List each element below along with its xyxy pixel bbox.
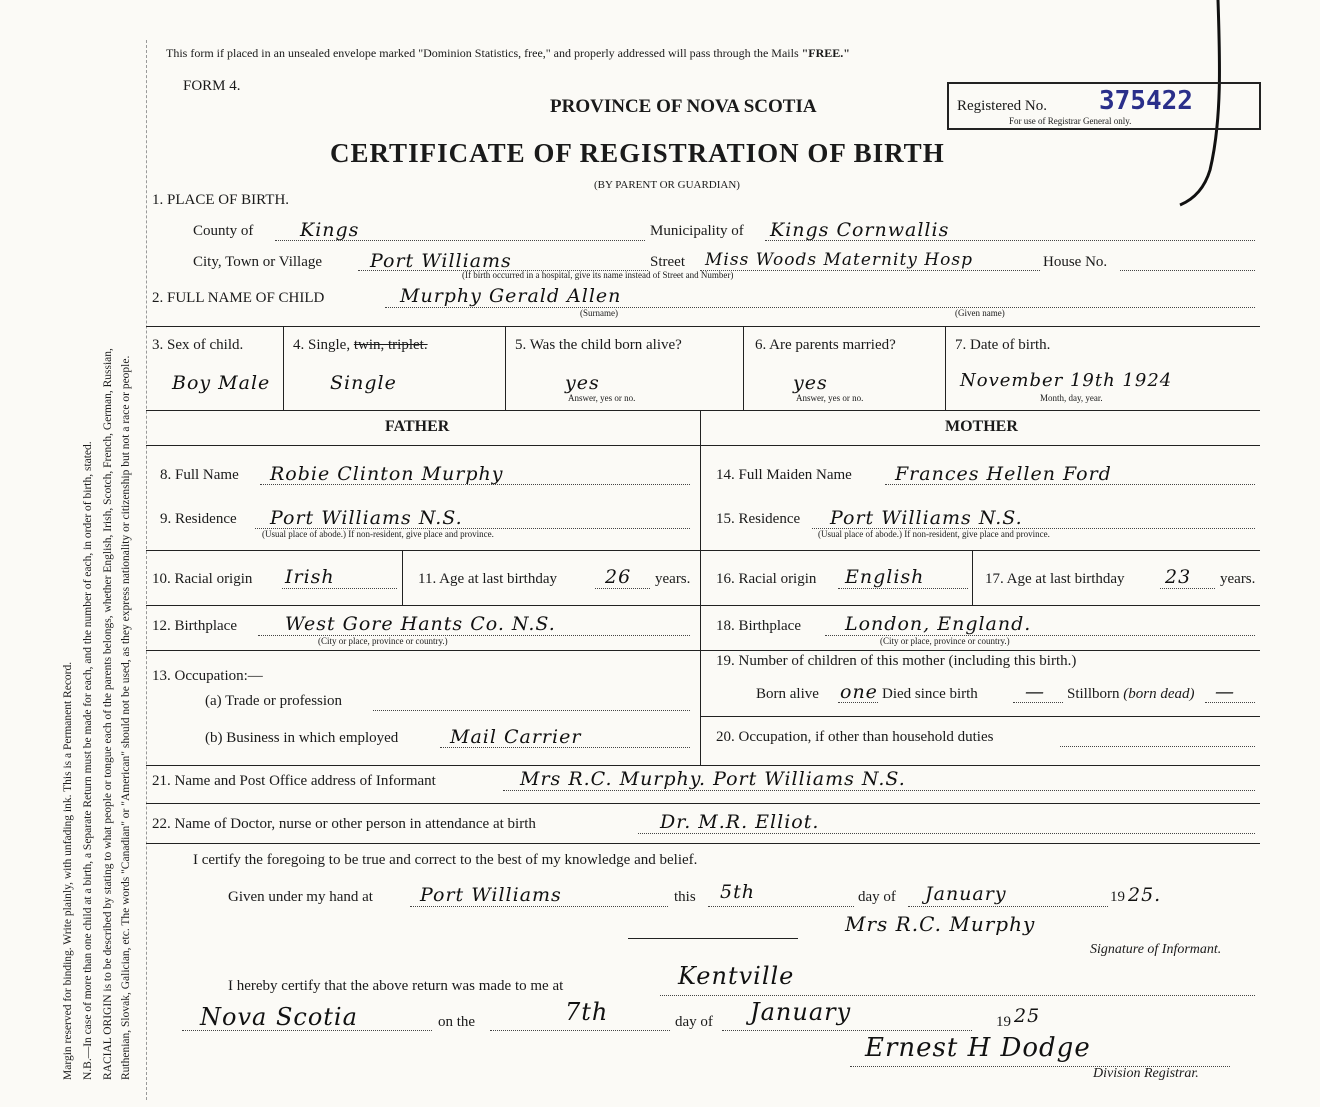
- mother-age-value: 23: [1165, 566, 1192, 588]
- father-name-label: 8. Full Name: [160, 467, 239, 483]
- date-of-birth-note: Month, day, year.: [1040, 393, 1103, 403]
- informant-label: 21. Name and Post Office address of Informant: [152, 773, 436, 789]
- province-heading: PROVINCE OF NOVA SCOTIA: [550, 96, 817, 117]
- margin-line-2: N.B.—In case of more than one child at a birth, a Separate Return must be made for each, and the number of each, in order of birth, stated.: [82, 441, 94, 1080]
- return-province-value: Nova Scotia: [200, 1003, 358, 1031]
- father-years-label: years.: [655, 571, 691, 587]
- mother-heading: MOTHER: [945, 418, 1018, 435]
- certify-text: I certify the foregoing to be true and correct to the best of my knowledge and belief.: [193, 852, 698, 868]
- mother-birthplace-value: London, England.: [845, 613, 1032, 635]
- father-age-value: 26: [605, 566, 632, 588]
- return-year-value: 25: [1014, 1005, 1041, 1027]
- given-year-value: 25.: [1128, 884, 1162, 906]
- return-month-value: January: [750, 998, 852, 1026]
- given-year-prefix: 19: [1110, 889, 1125, 905]
- separator-line: [628, 938, 798, 939]
- parents-married-note: Answer, yes or no.: [796, 393, 864, 403]
- mother-residence-value: Port Williams N.S.: [830, 507, 1023, 529]
- given-day-value: 5th: [720, 881, 755, 903]
- father-birthplace-label: 12. Birthplace: [152, 618, 237, 634]
- given-place-value: Port Williams: [420, 884, 562, 906]
- father-name-value: Robie Clinton Murphy: [270, 463, 504, 485]
- county-value: Kings: [300, 219, 360, 241]
- day-of-label: day of: [858, 889, 896, 905]
- child-name-value: Murphy Gerald Allen: [400, 285, 622, 307]
- registered-number: 375422: [1099, 86, 1193, 116]
- margin-line-3: RACIAL ORIGIN is to be described by stating to what people or tongue each of the parents belongs, whether English, Irish, Scotch, French, German, Russian,: [102, 348, 114, 1080]
- margin-instructions: [62, 40, 142, 1080]
- date-of-birth-label: 7. Date of birth.: [955, 337, 1051, 353]
- municipality-label: Municipality of: [650, 223, 744, 239]
- binding-margin-line: [146, 40, 147, 1100]
- business-value: Mail Carrier: [450, 726, 582, 748]
- house-number-label: House No.: [1043, 254, 1108, 270]
- sex-label: 3. Sex of child.: [152, 337, 244, 353]
- street-label: Street: [650, 254, 685, 270]
- registered-number-box: [947, 82, 1261, 130]
- doctor-value: Dr. M.R. Elliot.: [660, 811, 820, 833]
- child-name-label: 2. FULL NAME OF CHILD: [152, 290, 325, 306]
- born-alive-count-label: Born alive: [756, 686, 819, 702]
- return-text: I hereby certify that the above return was made to me at: [228, 978, 564, 994]
- father-occupation-label: 13. Occupation:—: [152, 668, 263, 684]
- single-label: 4. Single, twin, triplet.: [293, 337, 428, 353]
- city-label: City, Town or Village: [193, 254, 323, 270]
- return-place-value: Kentville: [678, 962, 795, 990]
- business-label: (b) Business in which employed: [205, 730, 399, 746]
- born-alive-label: 5. Was the child born alive?: [515, 337, 682, 353]
- father-age-label: 11. Age at last birthday: [418, 571, 557, 587]
- return-day-value: 7th: [565, 998, 609, 1026]
- father-residence-label: 9. Residence: [160, 511, 237, 527]
- mother-racial-label: 16. Racial origin: [716, 571, 817, 587]
- place-of-birth-label: 1. PLACE OF BIRTH.: [152, 192, 290, 208]
- mother-residence-label: 15. Residence: [716, 511, 801, 527]
- return-day-of-label: day of: [675, 1014, 713, 1030]
- born-alive-count-value: one: [840, 681, 878, 703]
- city-value: Port Williams: [370, 250, 512, 272]
- registered-note: For use of Registrar General only.: [1009, 116, 1132, 126]
- father-residence-value: Port Williams N.S.: [270, 507, 463, 529]
- stillborn-label: Stillborn (born dead): [1067, 686, 1195, 702]
- father-abode-note: (Usual place of abode.) If non-resident, give place and province.: [262, 529, 494, 539]
- single-value: Single: [330, 372, 397, 394]
- sex-value: Boy Male: [172, 372, 271, 394]
- margin-line-1: Margin reserved for binding. Write plainly, with unfading ink. This is a Permanent Record.: [62, 661, 74, 1080]
- registrar-label: Division Registrar.: [1093, 1066, 1199, 1081]
- date-of-birth-value: November 19th 1924: [960, 370, 1173, 391]
- mother-years-label: years.: [1220, 571, 1256, 587]
- doctor-label: 22. Name of Doctor, nurse or other person in attendance at birth: [152, 816, 536, 832]
- informant-value: Mrs R.C. Murphy. Port Williams N.S.: [520, 768, 906, 790]
- father-heading: FATHER: [385, 418, 450, 435]
- municipality-value: Kings Cornwallis: [770, 219, 950, 241]
- registered-label: Registered No.: [957, 98, 1047, 114]
- trade-label: (a) Trade or profession: [205, 693, 343, 709]
- children-count-label: 19. Number of children of this mother (including this birth.): [716, 653, 1077, 669]
- surname-note: (Surname): [580, 308, 618, 318]
- margin-line-4: Ruthenian, Slovak, Galician, etc. The words "Canadian" or "American" should not be used, as they express nationality or citizenship but not a race or people.: [120, 355, 132, 1080]
- mother-age-label: 17. Age at last birthday: [985, 571, 1125, 587]
- this-label: this: [674, 889, 696, 905]
- mail-notice: This form if placed in an unsealed envelope marked "Dominion Statistics, free," and properly addressed will pass through the Mails "FREE.": [166, 46, 850, 60]
- parents-married-label: 6. Are parents married?: [755, 337, 896, 353]
- form-number: FORM 4.: [183, 78, 241, 94]
- father-birthplace-value: West Gore Hants Co. N.S.: [285, 613, 556, 635]
- born-alive-value: yes: [565, 372, 600, 394]
- mother-birthplace-note: (City or place, province or country.): [880, 636, 1010, 646]
- father-racial-label: 10. Racial origin: [152, 571, 253, 587]
- registrar-signature: Ernest H Dodge: [865, 1033, 1091, 1063]
- mother-name-label: 14. Full Maiden Name: [716, 467, 852, 483]
- street-value: Miss Woods Maternity Hosp: [705, 250, 973, 270]
- mother-birthplace-label: 18. Birthplace: [716, 618, 801, 634]
- mother-racial-value: English: [845, 566, 925, 588]
- father-racial-value: Irish: [285, 566, 335, 588]
- mother-occupation-label: 20. Occupation, if other than household duties: [716, 729, 994, 745]
- given-name-note: (Given name): [955, 308, 1005, 318]
- died-since-birth-value: —: [1025, 681, 1045, 703]
- died-since-birth-label: Died since birth: [882, 686, 978, 702]
- given-under-label: Given under my hand at: [228, 889, 373, 905]
- father-birthplace-note: (City or place, province or country.): [318, 636, 448, 646]
- page-subtitle: (BY PARENT OR GUARDIAN): [594, 179, 740, 191]
- born-alive-note: Answer, yes or no.: [568, 393, 636, 403]
- stillborn-value: —: [1215, 681, 1235, 703]
- informant-signature-label: Signature of Informant.: [1090, 942, 1222, 957]
- page-title: CERTIFICATE OF REGISTRATION OF BIRTH: [330, 138, 945, 168]
- return-year-prefix: 19: [996, 1014, 1011, 1030]
- informant-signature: Mrs R.C. Murphy: [845, 912, 1036, 936]
- mother-name-value: Frances Hellen Ford: [895, 463, 1112, 485]
- hospital-note: (If birth occurred in a hospital, give its name instead of Street and Number): [462, 270, 734, 280]
- mother-abode-note: (Usual place of abode.) If non-resident, give place and province.: [818, 529, 1050, 539]
- given-month-value: January: [925, 883, 1007, 905]
- on-the-label: on the: [438, 1014, 476, 1030]
- parents-married-value: yes: [793, 372, 828, 394]
- county-label: County of: [193, 223, 254, 239]
